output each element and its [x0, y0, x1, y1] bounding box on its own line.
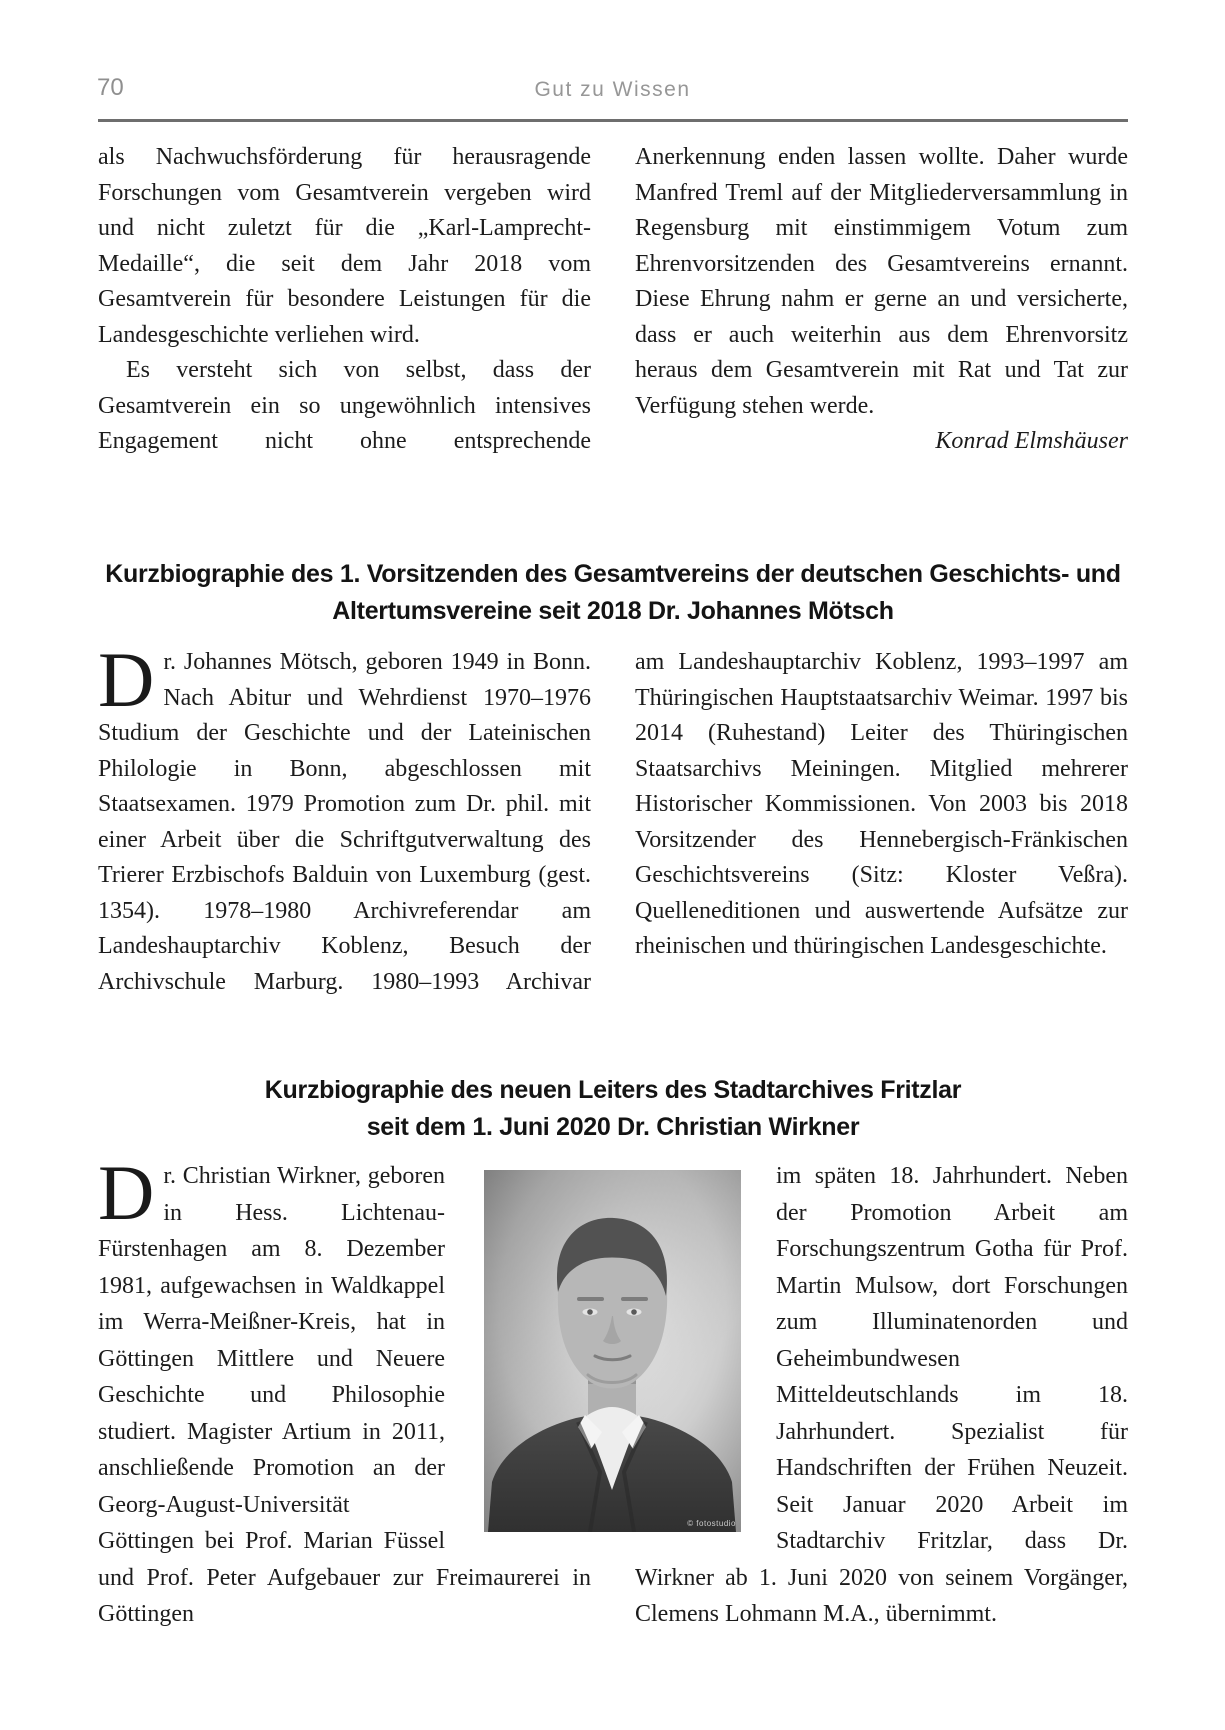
heading-line: Altertumsvereine seit 2018 Dr. Johannes Mötsch [332, 597, 894, 625]
paragraph: Es versteht sich von selbst, dass der Gesamtverein ein so ungewöhnlich intensives Engagement nicht ohne entsprechende [98, 357, 591, 454]
portrait-photo [484, 1170, 741, 1532]
running-title: Gut zu Wissen [534, 78, 691, 101]
biography-moetsch [98, 636, 1128, 1000]
bio1-right-column [635, 645, 1128, 1000]
paragraph: als Nachwuchsförderung für herausragende Forschungen vom Gesamtverein vergeben wird und nicht zuletzt für die „Karl-Lamprecht-Medaille“, die seit dem Jahr 2018 vom Gesamtverein für besondere Leistungen für die Landesgeschichte verliehen wird. [98, 144, 591, 348]
heading-line: Kurzbiographie des neuen Leiters des Stadtarchives Fritzlar [264, 1076, 962, 1104]
bio1-left-column [98, 636, 591, 1000]
section-heading-moetsch [98, 556, 1128, 630]
section-heading-wirkner [98, 1072, 1128, 1146]
paragraph: im späten 18. Jahrhundert. Neben der Promotion Arbeit am Forschungszentrum Gotha für Prof. Martin Mulsow, dort Forschungen zum Illuminatenorden und Geheimbundwesen Mitteldeutschlands im 18. Jahrhundert. Spezialist für Handschriften der Frühen Neuzeit. Seit Januar 2020 Arbeit im Stadtarchiv Fritzlar, dass Dr. Wirkner ab 1. Juni 2020 von seinem Vorgänger, Clemens Lohmann M.A., übernimmt. [635, 1163, 1128, 1627]
header-rule [98, 119, 1128, 122]
paragraph-text: r. Christian Wirkner, geboren in Hess. Lichtenau-Fürstenhagen am 8. Dezember 1981, aufgewachsen in Waldkappel im Werra-Meißner-Kreis, hat in Göttingen Mittlere und Neuere Geschichte und Philosophie studiert. Magister Artium in 2011, anschließende Promotion an der Georg-August-Universität Göttingen bei Prof. Marian Füssel und Prof. Peter Aufgebauer zur Freimaurerei in Göttingen [98, 1163, 591, 1627]
heading-line: seit dem 1. Juni 2020 Dr. Christian Wirkner [366, 1113, 860, 1141]
heading-line: Kurzbiographie des 1. Vorsitzenden des Gesamtvereins der deutschen Geschichts- und [105, 560, 1121, 588]
photo-watermark: © fotostudio [687, 1519, 736, 1528]
paragraph [98, 636, 591, 1000]
page-number: 70 [97, 74, 124, 101]
author-signature: Konrad Elmshäuser [935, 428, 1128, 454]
paragraph: am Landeshauptarchiv Koblenz, 1993–1997 am Thüringischen Hauptstaatsarchiv Weimar. 1997 bis 2014 (Ruhestand) Leiter des Thüringischen Staatsarchivs Meiningen. Mitglied mehrerer Historischer Kommissionen. Von 2003 bis 2018 Vorsitzender des Hennebergisch-Fränkischen Geschichtsvereins (Sitz: Kloster Veßra). Quelleneditionen und auswertende Aufsätze zur rheinischen und thüringischen Landesgeschichte. [635, 649, 1128, 959]
article-continuation [98, 140, 1128, 460]
article-left-column [98, 140, 591, 460]
paragraph: Anerkennung enden lassen wollte. Daher wurde Manfred Treml auf der Mitgliederversammlung in Regensburg mit einstimmigem Votum zum Ehrenvorsitzenden des Gesamtvereins ernannt. Diese Ehrung nahm er gerne an und versicherte, dass er auch weiterhin aus dem Ehrenvorsitz heraus dem Gesamtverein mit Rat und Tat zur Verfügung stehen werde. [635, 144, 1128, 419]
article-right-column [635, 140, 1128, 460]
drop-cap: D [98, 1149, 155, 1236]
portrait-photo-image [484, 1170, 741, 1532]
drop-cap: D [98, 636, 155, 723]
paragraph-text: r. Johannes Mötsch, geboren 1949 in Bonn. Nach Abitur und Wehrdienst 1970–1976 Studium der Geschichte und der Lateinischen Philologie in Bonn, abgeschlossen mit Staatsexamen. 1979 Promotion zum Dr. phil. mit einer Arbeit über die Schriftgutverwaltung des Trierer Erzbischofs Balduin von Luxemburg (gest. 1354). 1978–1980 Archivreferendar am Landeshauptarchiv Koblenz, Besuch der Archivschule Marburg. 1980–1993 Archivar [98, 649, 591, 995]
